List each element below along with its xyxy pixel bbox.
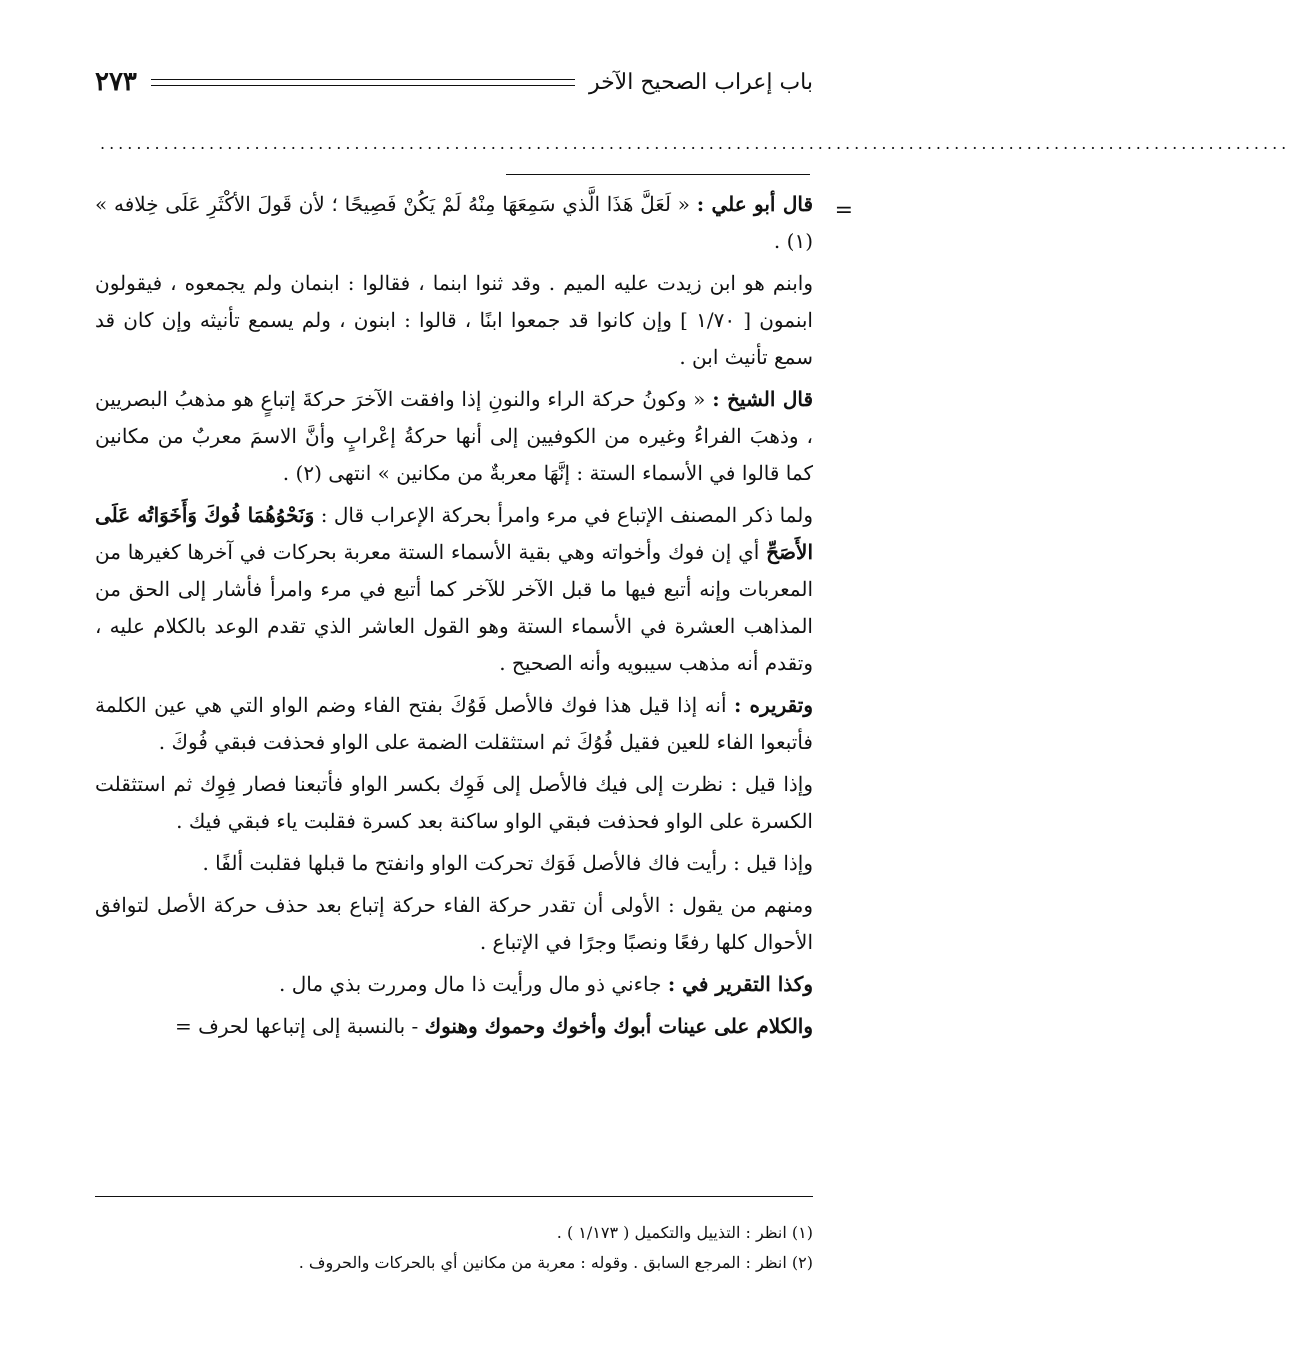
chapter-title: باب إعراب الصحيح الآخر <box>588 69 813 95</box>
footnote-rule <box>95 1196 813 1197</box>
paragraph-text: ومنهم من يقول : الأولى أن تقدر حركة الفاء حركة إتباع بعد حذف حركة الأصل لتوافق الأحوال كلها رفعًا ونصبًا وجرًا في الإتباع . <box>95 893 813 954</box>
paragraph-7 <box>95 845 813 882</box>
continuation-mark-start: = <box>834 198 853 223</box>
paragraph-6 <box>95 766 813 840</box>
paragraph-text: - بالنسبة إلى إتباعها لحرف = <box>174 1014 425 1038</box>
paragraph-text: جاءني ذو مال ورأيت ذا مال ومررت بذي مال . <box>279 972 668 996</box>
paragraph-9 <box>95 966 813 1003</box>
page-number: ٢٧٣ <box>95 67 137 97</box>
paragraph-3 <box>95 381 813 492</box>
paragraph-text: ولما ذكر المصنف الإتباع في مرء وامرأ بحركة الإعراب قال : <box>314 503 813 527</box>
paragraph-2 <box>95 265 813 376</box>
paragraph-text: « وكونُ حركة الراء والنونِ إذا وافقت الآخرَ حركةَ إتباعٍ هو مذهبُ البصريين ، وذهبَ الفراءُ وغيره من الكوفيين إلى أنها حركةُ إعْرابٍ وأنَّ الاسمَ معربٌ من مكانين كما قالوا في الأسماء الستة : إنَّهَا معربةٌ من مكانين » انتهى (٢) . <box>95 387 813 485</box>
footnote-1: (١) انظر : التذييل والتكميل ( ١/١٧٣ ) . <box>556 1223 813 1242</box>
paragraph-text: أي إن فوك وأخواته وهي بقية الأسماء الستة معربة بحركات في آخرها كغيرها من المعربات وإنه أتبع فيها ما قبل الآخر للآخر كما أتبع في مرء وامرأ فأشار إلى الحق من المذاهب العشرة في الأسماء الستة وهو القول العاشر الذي تقدم الوعد بالكلام عليه ، وتقدم أنه مذهب سيبويه وأنه الصحيح . <box>95 540 813 675</box>
paragraph-text: وابنم هو ابن زيدت عليه الميم . وقد ثنوا ابنما ، فقالوا : ابنمان ولم يجمعوه ، فيقولون ابنمون [ ١/٧٠ ] وإن كانوا قد جمعوا ابنًا ، قالوا : ابنون ، ولم يسمع تأنيثه وإن كان قد سمع تأنيث ابن . <box>95 271 813 369</box>
paragraph-lead: قال الشيخ : <box>712 387 814 411</box>
top-rule <box>506 174 810 175</box>
matn-quote: وَنَحْوُهُمَا فُوكَ وَأَخَوَاتُه عَلَى الأَصَحِّ <box>95 503 813 564</box>
footnotes <box>95 1218 813 1278</box>
dotted-separator: ................................................................................................................................... <box>100 134 1290 153</box>
paragraph-5 <box>95 687 813 761</box>
paragraph-text: أنه إذا قيل هذا فوك فالأصل فَوُكَ بفتح الفاء وضم الواو التي هي عين الكلمة فأتبعوا الفاء للعين فقيل فُوُكَ ثم استثقلت الضمة على الواو فحذفت فبقي فُوكَ . <box>95 693 813 754</box>
paragraph-10 <box>95 1008 813 1045</box>
paragraph-4 <box>95 497 813 682</box>
paragraph-text: « لَعَلَّ هَذَا الَّذي سَمِعَهَا مِنْهُ لَمْ يَكُنْ فَصِيحًا ؛ لأن قَولَ الأكْثَرِ عَلَى خِلافه » (١) . <box>95 192 813 253</box>
footnote-2: (٢) انظر : المرجع السابق . وقوله : معربة من مكانين أي بالحركات والحروف . <box>298 1253 813 1272</box>
paragraph-text: وإذا قيل : نظرت إلى فيك فالأصل إلى فَوِك بكسر الواو فأتبعنا فصار فِوِك ثم استثقلت الكسرة على الواو فحذفت فبقي الواو ساكنة بعد كسرة فقلبت ياء فبقي فيك . <box>95 772 813 833</box>
paragraph-lead: قال أبو علي : <box>696 192 814 216</box>
running-header <box>95 62 813 102</box>
paragraph-lead: وتقريره : <box>734 693 813 717</box>
paragraph-text: وإذا قيل : رأيت فاك فالأصل فَوَك تحركت الواو وانفتح ما قبلها فقلبت ألفًا . <box>202 851 813 875</box>
paragraph-1 <box>95 186 853 260</box>
header-rule <box>151 79 575 86</box>
paragraph-lead: والكلام على عينات أبوك وأخوك وحموك وهنوك <box>424 1014 813 1038</box>
main-text <box>95 186 853 1050</box>
paragraph-lead: وكذا التقرير في : <box>667 972 813 996</box>
paragraph-8 <box>95 887 813 961</box>
